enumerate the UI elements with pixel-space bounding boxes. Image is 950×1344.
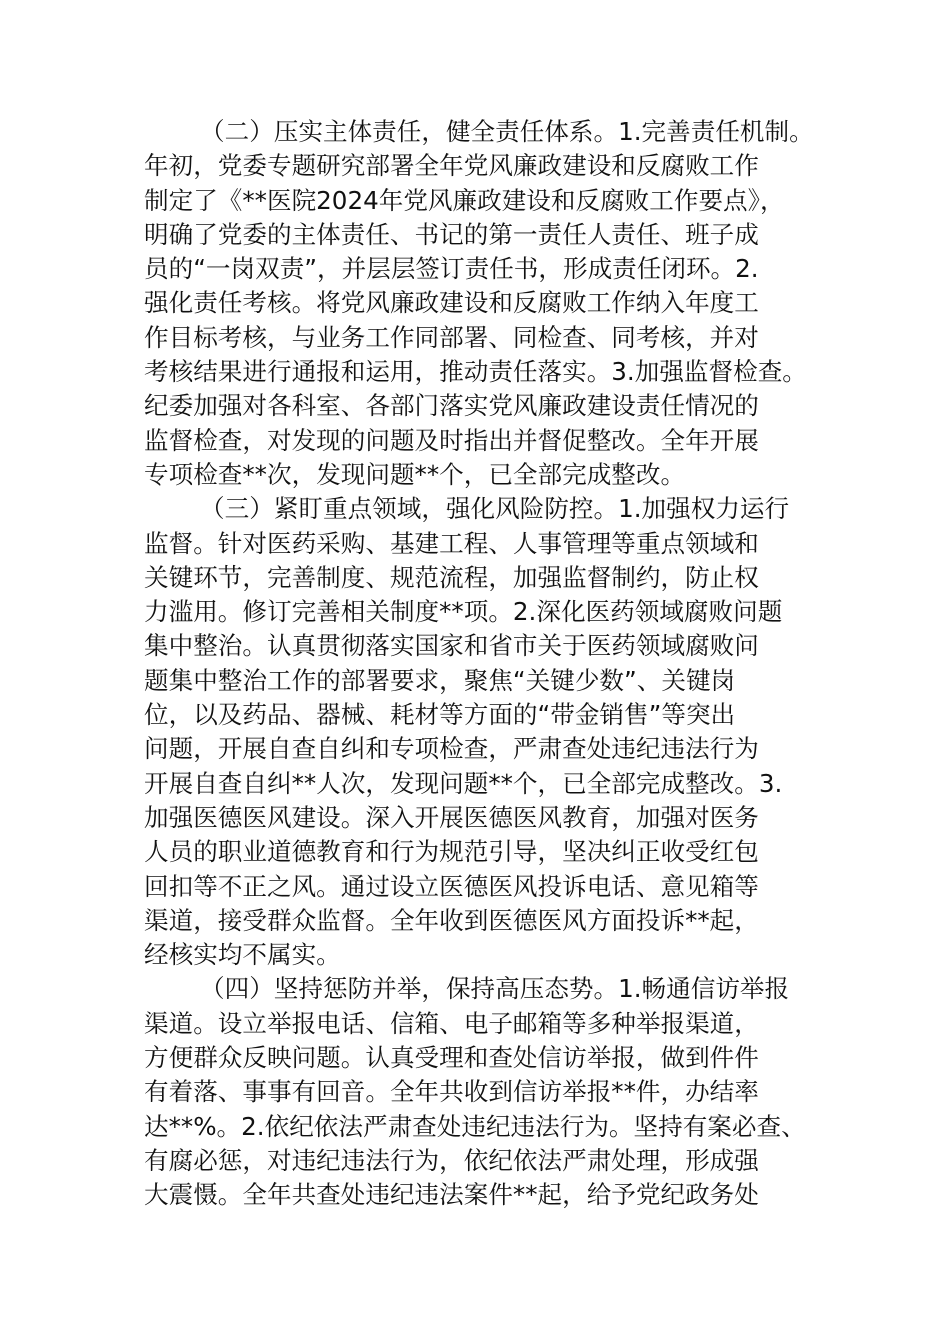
text-line: 方便群众反映问题。认真受理和查处信访举报，做到件件 xyxy=(144,1043,759,1073)
text-line: （三）紧盯重点领域，强化风险防控。1.加强权力运行 xyxy=(200,494,790,524)
text-line: 达**%。2.依纪依法严肃查处违纪违法行为。坚持有案必查、 xyxy=(144,1111,806,1141)
document-body xyxy=(144,115,814,1213)
paragraph-2 xyxy=(144,115,814,492)
text-line: 集中整治。认真贯彻落实国家和省市关于医药领域腐败问 xyxy=(144,631,759,661)
text-line: 问题，开展自查自纠和专项检查，严肃查处违纪违法行为 xyxy=(144,734,759,764)
text-line: 关键环节，完善制度、规范流程，加强监督制约，防止权 xyxy=(144,562,759,592)
text-line: 加强医德医风建设。深入开展医德医风教育，加强对医务 xyxy=(144,802,759,832)
text-line: 回扣等不正之风。通过设立医德医风投诉电话、意见箱等 xyxy=(144,871,759,901)
text-line: 有着落、事事有回音。全年共收到信访举报**件，办结率 xyxy=(144,1077,759,1107)
text-line: 纪委加强对各科室、各部门落实党风廉政建设责任情况的 xyxy=(144,391,759,421)
text-line: 位，以及药品、器械、耗材等方面的“带金销售”等突出 xyxy=(144,700,736,730)
text-line: 人员的职业道德教育和行为规范引导，坚决纠正收受红包 xyxy=(144,837,759,867)
paragraph-4 xyxy=(144,972,814,1212)
text-line: 开展自查自纠**人次，发现问题**个，已全部完成整改。3. xyxy=(144,768,783,798)
text-line: 年初，党委专题研究部署全年党风廉政建设和反腐败工作 xyxy=(144,151,759,181)
text-line: 员的“一岗双责”，并层层签订责任书，形成责任闭环。2. xyxy=(144,254,759,284)
text-line: 题集中整治工作的部署要求，聚焦“关键少数”、关键岗 xyxy=(144,665,736,695)
text-line: 力滥用。修订完善相关制度**项。2.深化医药领域腐败问题 xyxy=(144,597,783,627)
text-line: 制定了《**医院2024年党风廉政建设和反腐败工作要点》， xyxy=(144,185,785,215)
text-line: 作目标考核，与业务工作同部署、同检查、同考核，并对 xyxy=(144,322,759,352)
text-line: 明确了党委的主体责任、书记的第一责任人责任、班子成 xyxy=(144,219,759,249)
text-line: 经核实均不属实。 xyxy=(144,940,341,970)
text-line: 强化责任考核。将党风廉政建设和反腐败工作纳入年度工 xyxy=(144,288,759,318)
text-line: 渠道。设立举报电话、信箱、电子邮箱等多种举报渠道， xyxy=(144,1008,759,1038)
text-line: 考核结果进行通报和运用，推动责任落实。3.加强监督检查。 xyxy=(144,357,807,387)
text-line: （四）坚持惩防并举，保持高压态势。1.畅通信访举报 xyxy=(200,974,790,1004)
text-line: （二）压实主体责任，健全责任体系。1.完善责任机制。 xyxy=(200,117,814,146)
text-line: 大震慑。全年共查处违纪违法案件**起，给予党纪政务处 xyxy=(144,1180,759,1210)
text-line: 监督。针对医药采购、基建工程、人事管理等重点领域和 xyxy=(144,528,759,558)
text-line: 渠道，接受群众监督。全年收到医德医风方面投诉**起， xyxy=(144,905,759,935)
text-line: 有腐必惩，对违纪违法行为，依纪依法严肃处理，形成强 xyxy=(144,1145,759,1175)
text-line: 专项检查**次，发现问题**个，已全部完成整改。 xyxy=(144,459,686,489)
text-line: 监督检查，对发现的问题及时指出并督促整改。全年开展 xyxy=(144,425,759,455)
paragraph-3 xyxy=(144,492,814,972)
